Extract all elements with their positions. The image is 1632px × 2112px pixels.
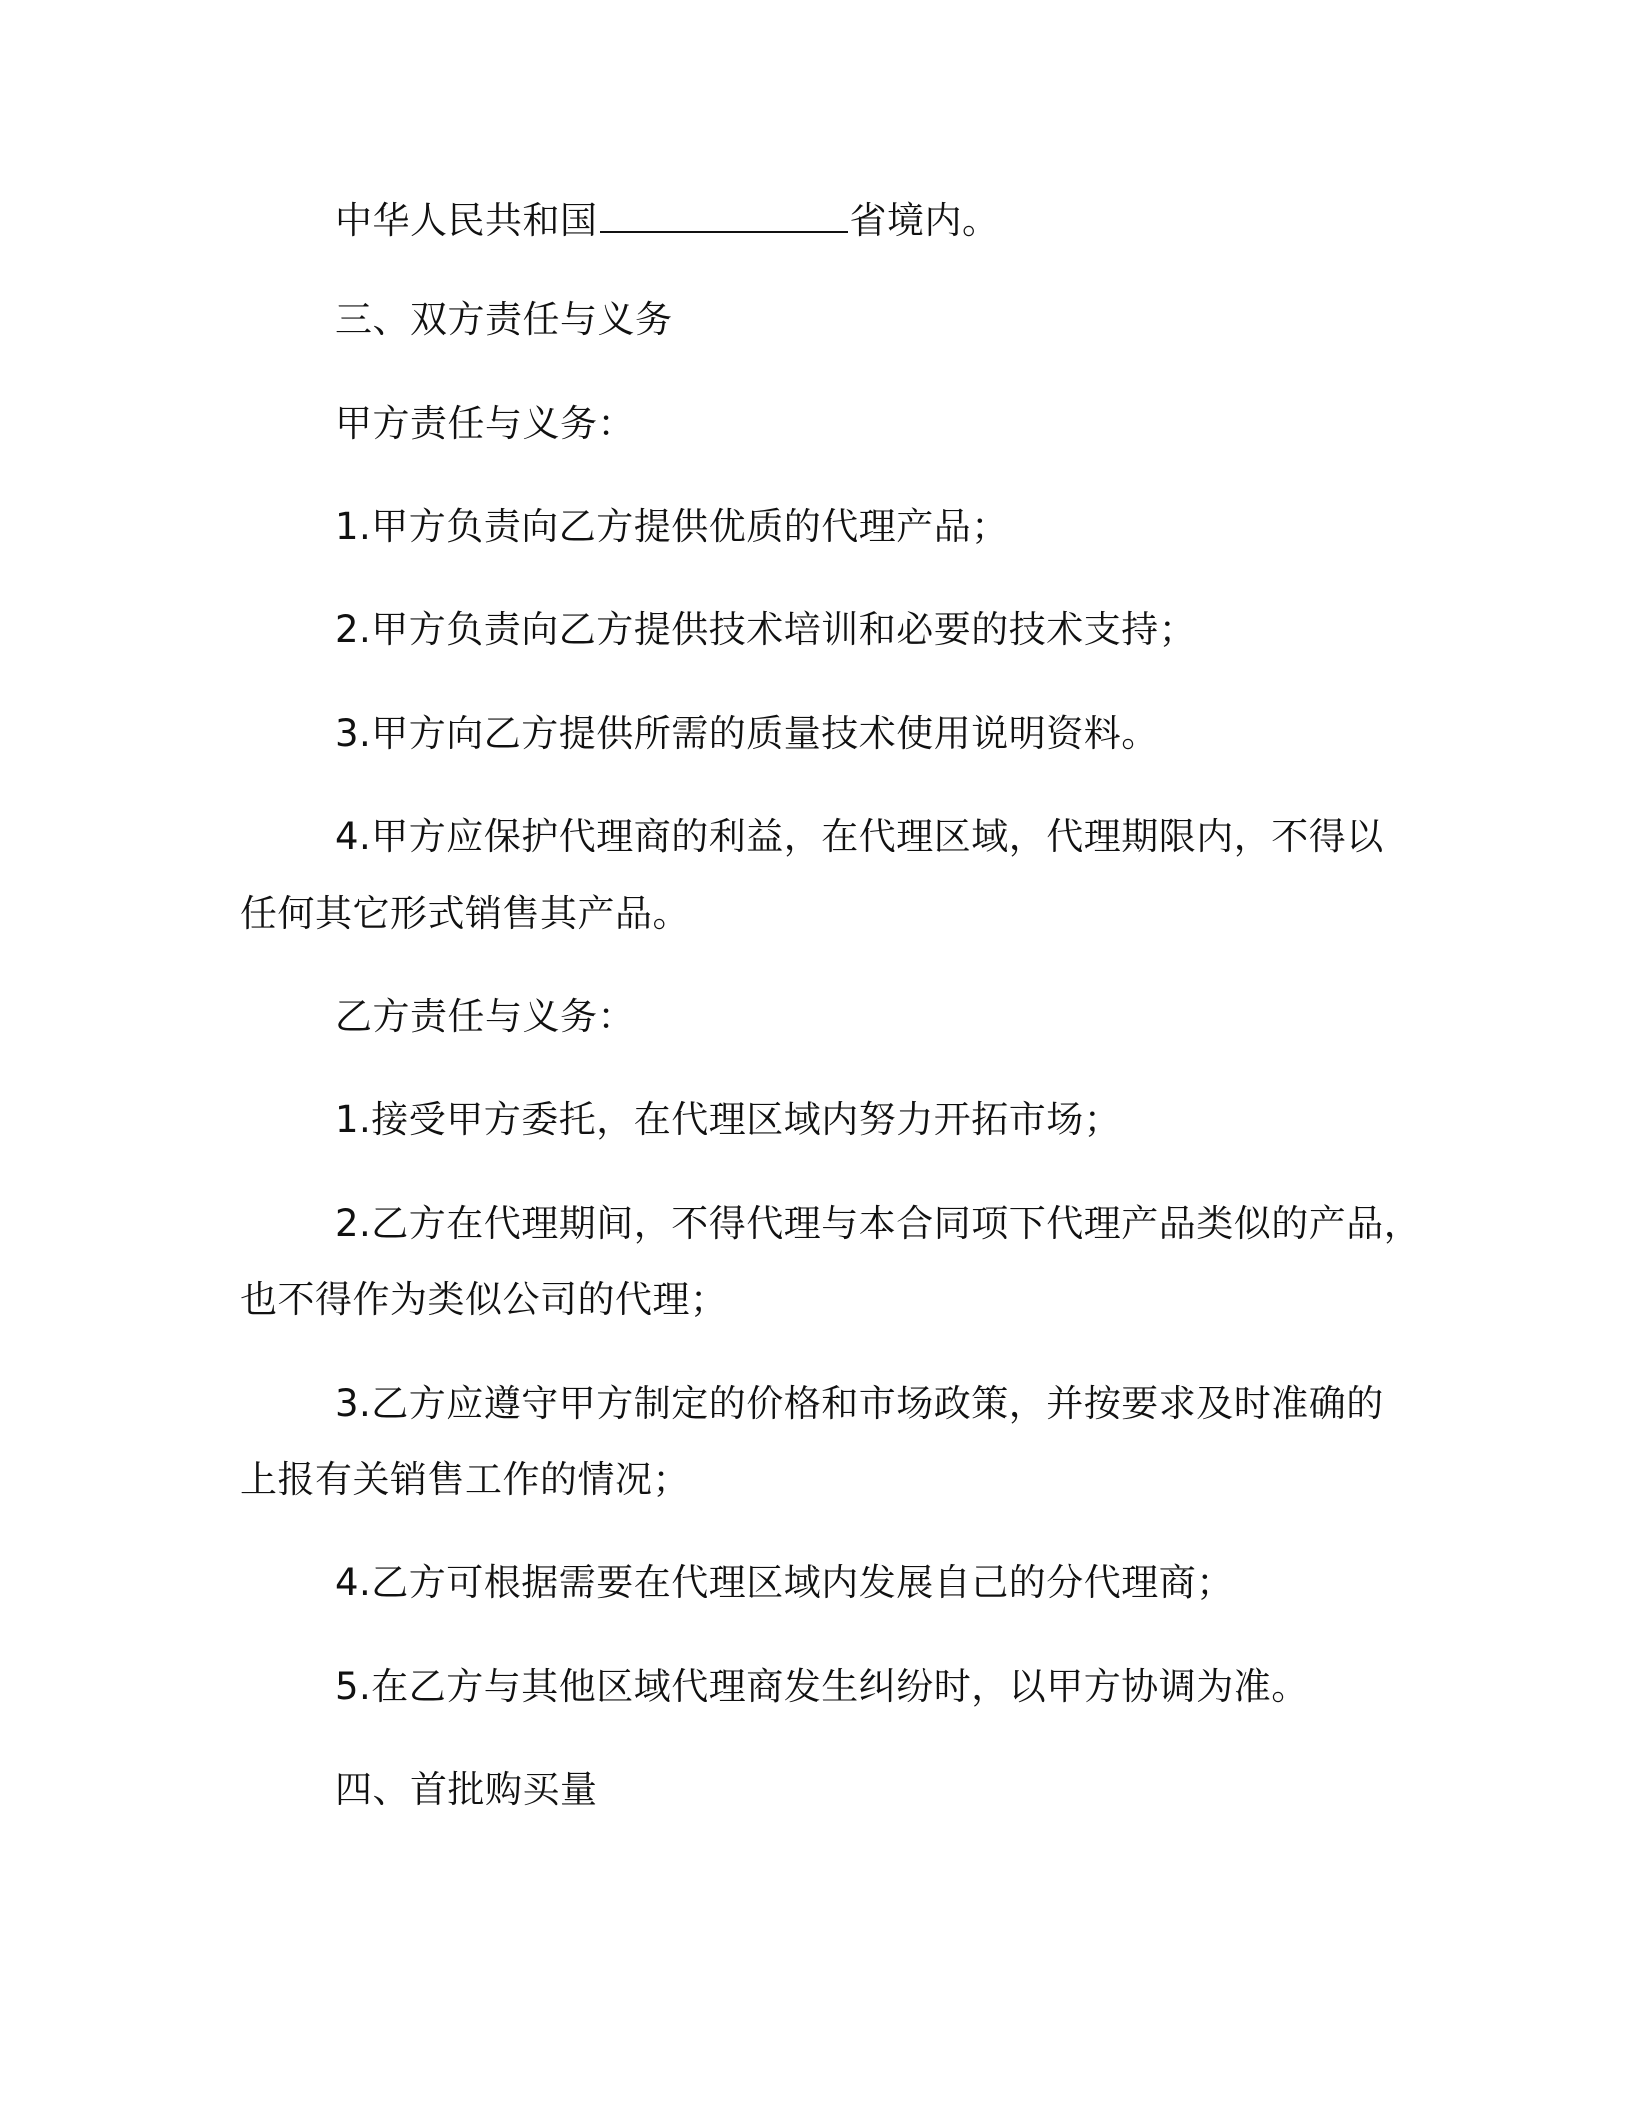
party-a-item-4-continued: 任何其它形式销售其产品。 [240,892,690,935]
party-b-item-1: 1.接受甲方委托，在代理区域内努力开拓市场； [335,1098,1122,1141]
party-b-item-2: 2.乙方在代理期间，不得代理与本合同项下代理产品类似的产品， [335,1202,1422,1245]
section-4-heading: 四、首批购买量 [335,1768,598,1811]
party-a-item-1: 1.甲方负责向乙方提供优质的代理产品； [335,505,1009,548]
party-a-item-2: 2.甲方负责向乙方提供技术培训和必要的技术支持； [335,608,1197,651]
section-3-heading: 三、双方责任与义务 [335,298,673,341]
party-b-item-5: 5.在乙方与其他区域代理商发生纠纷时，以甲方协调为准。 [335,1665,1309,1708]
party-a-item-4: 4.甲方应保护代理商的利益，在代理区域，代理期限内，不得以 [335,815,1384,858]
party-b-item-3: 3.乙方应遵守甲方制定的价格和市场政策，并按要求及时准确的 [335,1382,1384,1425]
province-line-prefix: 中华人民共和国 [335,199,598,242]
province-blank-field [600,193,848,233]
province-line-suffix: 省境内。 [849,199,1000,242]
province-line [335,193,1000,245]
party-b-item-4: 4.乙方可根据需要在代理区域内发展自己的分代理商； [335,1561,1234,1604]
party-a-heading: 甲方责任与义务： [335,402,635,445]
party-b-item-3-continued: 上报有关销售工作的情况； [240,1458,690,1501]
party-b-item-2-continued: 也不得作为类似公司的代理； [240,1278,728,1321]
party-a-item-3: 3.甲方向乙方提供所需的质量技术使用说明资料。 [335,712,1159,755]
party-b-heading: 乙方责任与义务： [335,995,635,1038]
